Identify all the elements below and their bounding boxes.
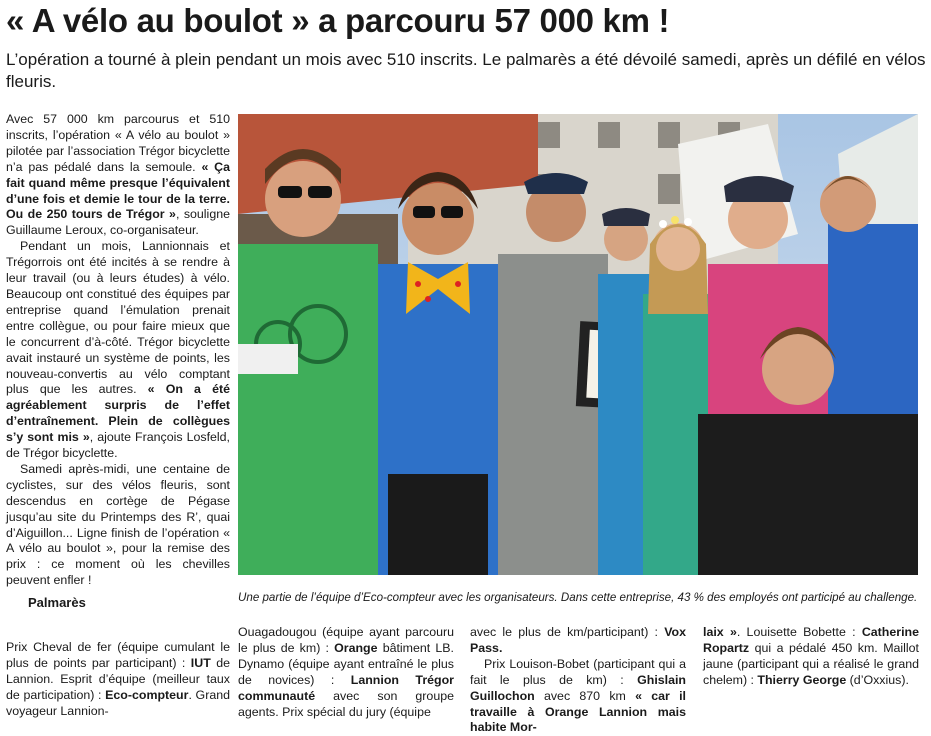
winner: Catherine Ropartz: [703, 625, 919, 655]
text: Prix Cheval de fer (équipe cumulant le plus de points par participant) :: [6, 640, 230, 670]
text: de Lannion. Esprit d’équipe (meilleur taux de participation) :: [6, 655, 230, 702]
winner: Thierry George: [757, 672, 847, 687]
winner: Vox Pass.: [470, 625, 686, 655]
winner: Orange: [334, 640, 378, 655]
group-photo: [238, 114, 918, 575]
paragraph-palmares-3: [470, 625, 686, 657]
photo-caption: Une partie de l’équipe d’Eco-compteur avec les organisateurs. Dans cette entreprise, 43 % des employés ont participé au challenge.: [238, 590, 918, 604]
article-photo: [238, 114, 918, 575]
paragraph-palmares-1: [6, 640, 230, 720]
quote: laix »: [703, 625, 737, 639]
article-headline: « A vélo au boulot » a parcouru 57 000 km !: [6, 2, 670, 39]
winner: IUT: [190, 655, 211, 670]
text: , ajoute François Losfeld, de Trégor bicyclette.: [6, 430, 230, 461]
text: avec 870 km: [534, 688, 636, 703]
paragraph-palmares-5: [703, 625, 919, 689]
paragraph-palmares-4: [470, 657, 686, 736]
text: avec son groupe agents. Prix spécial du jury (équipe: [238, 688, 454, 719]
text: . Grand voyageur Lannion-: [6, 687, 230, 718]
quote: « Ça fait quand même presque l’équivalent d’une fois et demie le tour de la terre. Ou de 250 tours de Trégor »: [6, 159, 230, 222]
subhead-palmares: Palmarès: [28, 595, 86, 611]
paragraph-month: [6, 239, 230, 462]
text: bâtiment LB. Dynamo (équipe ayant entraîné le plus de novices) :: [238, 640, 454, 687]
winner: Lannion Trégor communauté: [238, 672, 454, 703]
quote: « car il travaille à Orange Lannion mais habite Mor-: [470, 688, 687, 735]
text: Pendant un mois, Lannionnais et Trégorrois ont été incités à se rendre à leur travail (ou à leurs études) à vélo. Beaucoup ont constitué des équipes par entreprise quand l’émulation prenait entre collègue, ou pour faire mieux que le concurrent d’à-côté. Trégor bicyclette avait instauré un système de points, les nouveau-convertis au vélo comptant plus que les autres.: [6, 239, 230, 397]
article-column-4: [703, 625, 919, 689]
winner: Eco-compteur: [105, 687, 189, 702]
winner: Ghislain Guillochon: [470, 672, 686, 703]
article-column-1-bottom: [6, 640, 230, 720]
paragraph-saturday: Samedi après-midi, une centaine de cyclistes, sur des vélos fleuris, sont descendus en cortège de Pégase jusqu’au site du Printemps des R’, quai d’Aiguillon... Ligne finish de l’opération « A vélo au boulot », pour la remise des prix : ce moment où les chevilles peuvent enfler !: [6, 461, 230, 588]
text: qui a pédalé 450 km. Maillot jaune (participant qui a réalisé le grand chelem) :: [703, 640, 919, 687]
text: , souligne Guillaume Leroux, co-organisateur.: [6, 207, 230, 238]
paragraph-palmares-2: [238, 625, 454, 720]
article-column-2: [238, 625, 454, 720]
text: . Louisette Bobette :: [736, 625, 862, 639]
article-lede: L’opération a tourné à plein pendant un mois avec 510 inscrits. Le palmarès a été dévoilé samedi, après un défilé en vélos fleuris.: [6, 50, 926, 91]
text: (d’Oxxius).: [846, 672, 909, 687]
text: Avec 57 000 km parcourus et 510 inscrits, l’opération « A vélo au boulot » pilotée par l’association Trégor bicyclette n’a pas pédalé dans la semoule.: [6, 112, 230, 174]
text: Ouagadougou (équipe ayant parcouru le plus de km) :: [238, 625, 454, 655]
text: Prix Louison-Bobet (participant qui a fait le plus de km) :: [470, 656, 686, 687]
text: avec le plus de km/participant) :: [470, 625, 665, 639]
article-column-3: [470, 625, 686, 736]
article-column-1: [6, 112, 230, 613]
quote: « On a été agréablement surpris de l’effet d’entraînement. Plein de collègues s’y sont mis »: [6, 382, 230, 445]
paragraph-intro: [6, 112, 230, 239]
